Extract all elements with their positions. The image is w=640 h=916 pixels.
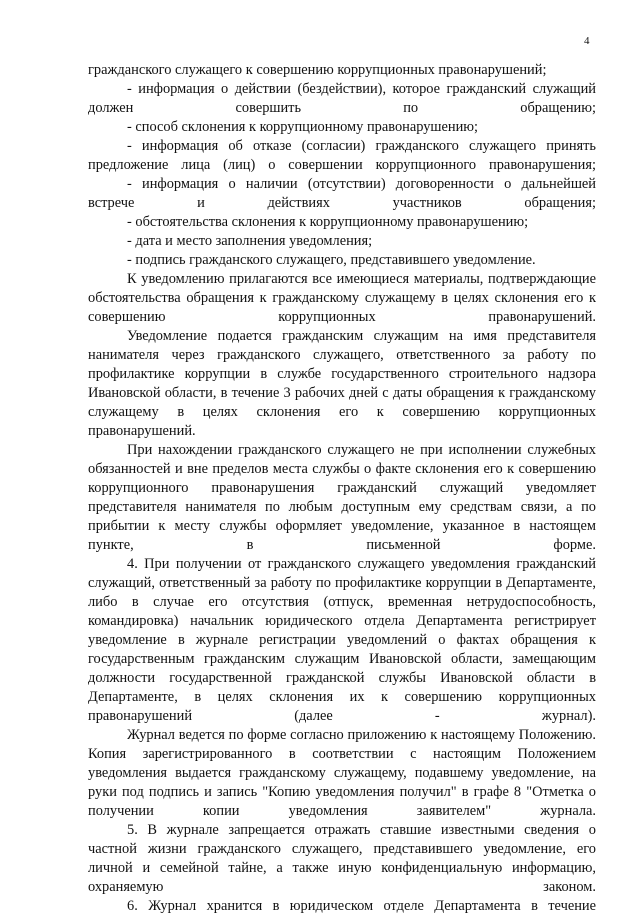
list-item: - информация об отказе (согласии) гражданского служащего принять предложение лица (лиц) о совершении коррупционного правонарушения; (88, 138, 596, 173)
page-number: 4 (584, 35, 590, 47)
list-item: - дата и место заполнения уведомления; (127, 233, 373, 249)
paragraph: К уведомлению прилагаются все имеющиеся материалы, подтверждающие обстоятельства обращения к гражданскому служащему в целях склонения его к совершению коррупционных правонарушений. (88, 271, 596, 325)
document-body (88, 61, 596, 916)
paragraph: 5. В журнале запрещается отражать ставшие известными сведения о частной жизни гражданского служащего, представившего уведомление, его личной и семейной тайне, а также иную конфиденциальную информацию, охраняемую законом. (88, 822, 596, 895)
paragraph: 4. При получении от гражданского служащего уведомления гражданский служащий, ответственный за работу по профилактике коррупции в Департаменте, либо в случае его отсутствия (отпуск, временная нетрудоспособность, командировка) начальник юридического отдела Департамента регистрирует уведомление в журнале регистрации уведомлений о фактах обращения к государственным гражданским служащим Ивановской области, замещающим должности государственной гражданской службы Ивановской области в Департаменте, в целях склонения их к совершению коррупционных правонарушений (далее - журнал). (88, 556, 596, 724)
paragraph: 6. Журнал хранится в юридическом отделе Департамента в течение (127, 898, 596, 914)
paragraph-continuation: гражданского служащего к совершению коррупционных правонарушений; (88, 62, 547, 78)
paragraph: При нахождении гражданского служащего не при исполнении служебных обязанностей и вне пределов места службы о факте склонения его к совершению коррупционного правонарушения гражданский служащий уведомляет представителя нанимателя по любым доступным ему средствам связи, а по прибытии к месту службы оформляет уведомление, указанное в настоящем пункте, в письменной форме. (88, 442, 596, 553)
list-item: - обстоятельства склонения к коррупционному правонарушению; (127, 214, 529, 230)
list-item: - информация о действии (бездействии), которое гражданский служащий должен совершить по обращению; (88, 81, 596, 116)
paragraph: Уведомление подается гражданским служащим на имя представителя нанимателя через гражданского служащего, ответственного за работу по профилактике коррупции в службе государственного строительного надзора Ивановской области, в течение 3 рабочих дней с даты обращения к гражданскому служащему в целях склонения его к совершению коррупционных правонарушений. (88, 328, 596, 439)
list-item: - способ склонения к коррупционному правонарушению; (127, 119, 479, 135)
paragraph: Журнал ведется по форме согласно приложению к настоящему Положению. Копия зарегистрированного в соответствии с настоящим Положением уведомления выдается гражданскому служащему, подавшему уведомление, на руки под подпись и запись "Копию уведомления получил" в графе 8 "Отметка о получении копии уведомления заявителем" журнала. (88, 727, 596, 819)
list-item: - подпись гражданского служащего, представившего уведомление. (127, 252, 536, 268)
list-item: - информация о наличии (отсутствии) договоренности о дальнейшей встрече и действиях участников обращения; (88, 176, 596, 211)
